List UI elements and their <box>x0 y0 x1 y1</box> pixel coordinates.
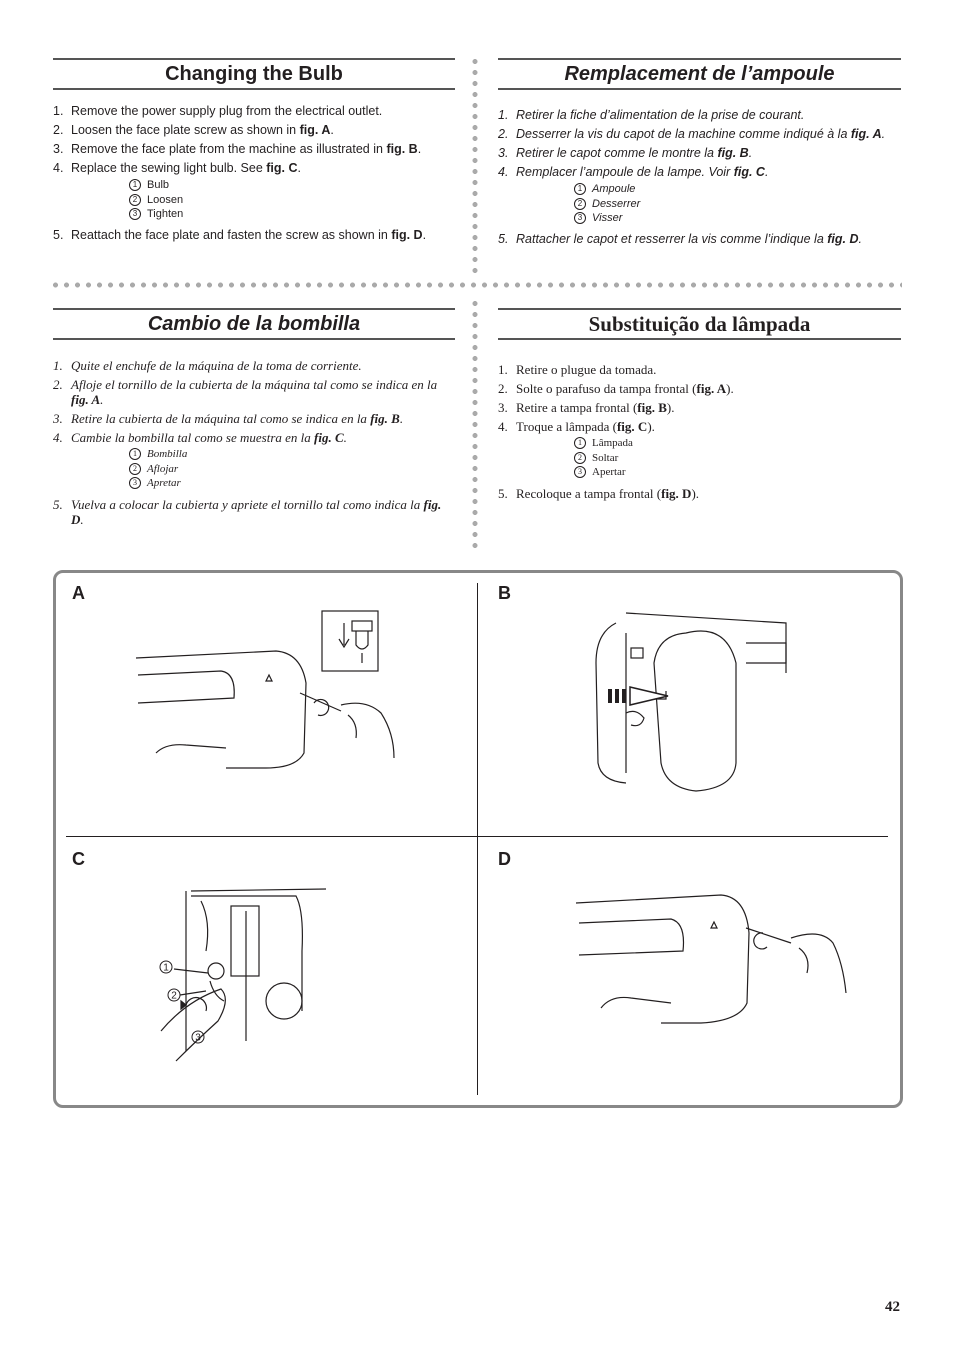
step-item <box>498 232 901 247</box>
step-text: Rattacher le capot et resserrer la vis comme l’indique la <box>516 231 828 246</box>
figure-d-illustration <box>571 873 871 1053</box>
step-number: 3. <box>53 142 64 156</box>
legend-item <box>574 197 901 212</box>
legend-item <box>129 178 455 193</box>
legend-text: Aflojar <box>147 462 179 475</box>
step-tail: ). <box>647 419 655 434</box>
circled-number: 1 <box>129 448 141 460</box>
step-number: 2. <box>498 127 509 141</box>
step-tail: . <box>343 430 347 445</box>
step-tail: . <box>330 123 334 137</box>
step-number: 4. <box>53 430 63 445</box>
fig-reference: fig. B <box>386 142 418 156</box>
step-item <box>53 377 455 407</box>
legend-text: Bulb <box>147 179 170 191</box>
step-item <box>498 127 901 142</box>
steps-list <box>53 104 455 243</box>
step-number: 3. <box>498 400 508 415</box>
step-item <box>53 497 455 527</box>
fig-reference: fig. D <box>391 227 423 242</box>
figure-c-callout-1: 1 <box>163 962 169 974</box>
step-item <box>53 358 455 373</box>
legend-text: Tighten <box>147 208 184 220</box>
step-tail: . <box>748 146 753 160</box>
circled-number: 1 <box>129 179 141 191</box>
step-text: Vuelva a colocar la cubierta y apriete el tornillo tal como indica la <box>71 496 424 512</box>
figure-c-callout-3: 3 <box>195 1032 201 1044</box>
legend-item <box>574 182 901 197</box>
legend-text: Bombilla <box>147 448 188 460</box>
circled-number: 3 <box>129 208 141 220</box>
figure-c-callout-2: 2 <box>171 990 177 1002</box>
step-number: 2. <box>498 381 508 396</box>
section-title-bar <box>498 58 901 90</box>
section-title: Cambio de la bombilla <box>147 313 361 335</box>
step-tail: ). <box>691 485 700 501</box>
section-title: Remplacement de l’ampoule <box>564 63 835 85</box>
step-number: 2. <box>53 123 64 137</box>
legend-item <box>129 207 455 222</box>
circled-number: 3 <box>129 477 141 489</box>
legend-item <box>574 211 901 226</box>
figure-label-b: B <box>498 583 511 603</box>
step-text: Loosen the face plate screw as shown in <box>71 123 300 137</box>
figure-panel <box>53 570 903 1108</box>
step-text: Retire a tampa frontal ( <box>516 400 638 415</box>
circled-number: 3 <box>574 212 586 224</box>
step-item <box>498 419 901 480</box>
step-text: Retirer le capot comme le montre la <box>516 146 718 160</box>
section-title-bar <box>498 308 901 340</box>
figure-divider-vertical <box>477 583 478 1095</box>
step-tail: . <box>764 165 769 179</box>
step-item <box>498 400 901 415</box>
fig-reference: fig. A <box>850 127 882 141</box>
step-number: 2. <box>53 377 63 392</box>
step-text: Afloje el tornillo de la cubierta de la máquina tal como se indica en la <box>71 377 438 392</box>
legend-text: Desserrer <box>592 197 641 210</box>
step-text: Quite el enchufe de la máquina de la toma de corriente. <box>71 358 362 373</box>
step-item <box>498 108 901 123</box>
step-text: Remove the power supply plug from the electrical outlet. <box>71 104 383 118</box>
fig-reference: fig. A <box>71 392 101 407</box>
legend-item <box>129 476 455 491</box>
step-number: 4. <box>53 161 64 175</box>
legend-list <box>574 436 901 480</box>
fig-reference: fig. D <box>827 231 859 246</box>
circled-number: 2 <box>129 194 141 206</box>
section-portuguese <box>498 308 901 505</box>
fig-reference: fig. D <box>661 485 692 501</box>
step-item <box>498 146 901 161</box>
step-number: 5. <box>53 227 64 242</box>
step-tail: . <box>417 142 422 156</box>
figure-label-c: C <box>72 849 85 869</box>
circled-number: 2 <box>574 452 586 464</box>
legend-text: Soltar <box>592 451 619 464</box>
section-title-bar <box>53 58 455 90</box>
step-item <box>498 362 901 377</box>
horizontal-dotted-divider <box>50 282 902 288</box>
figure-label-a: A <box>72 583 85 603</box>
figure-b-illustration <box>586 603 846 803</box>
step-item <box>53 411 455 426</box>
fig-reference: fig. C <box>616 419 648 434</box>
figure-divider-horizontal <box>66 836 888 837</box>
step-text: Cambie la bombilla tal como se muestra en la <box>71 430 315 445</box>
fig-reference: fig. D <box>71 496 442 527</box>
circled-number: 1 <box>574 437 586 449</box>
legend-list <box>129 447 455 491</box>
legend-text: Ampoule <box>592 183 636 195</box>
step-tail: . <box>297 161 301 175</box>
step-text: Troque a lâmpada ( <box>516 419 617 434</box>
step-text: Remove the face plate from the machine as illustrated in <box>71 142 387 156</box>
circled-number: 2 <box>129 463 141 475</box>
step-text: Replace the sewing light bulb. See <box>71 161 267 175</box>
circled-number: 2 <box>574 198 586 210</box>
fig-reference: fig. C <box>733 165 765 179</box>
step-number: 3. <box>498 146 509 160</box>
step-number: 4. <box>498 165 509 179</box>
step-tail: . <box>80 511 84 527</box>
legend-item <box>574 465 901 480</box>
legend-item <box>129 462 455 477</box>
section-spanish <box>53 308 455 531</box>
step-item <box>53 228 455 243</box>
figure-a-illustration <box>126 603 426 783</box>
step-number: 4. <box>498 419 508 434</box>
legend-text: Apretar <box>147 477 181 489</box>
step-item <box>53 430 455 491</box>
legend-item <box>574 436 901 451</box>
step-tail: . <box>399 411 404 426</box>
step-tail: . <box>858 231 862 246</box>
fig-reference: fig. C <box>314 430 344 445</box>
step-item <box>498 486 901 501</box>
figure-label-d: D <box>498 849 511 869</box>
step-number: 5. <box>498 231 509 246</box>
vertical-dotted-divider-top <box>472 56 478 274</box>
page-number: 42 <box>885 1299 900 1315</box>
fig-reference: fig. B <box>637 400 667 415</box>
circled-number: 1 <box>574 183 586 195</box>
step-tail: . <box>881 127 886 141</box>
step-number: 1. <box>498 108 509 122</box>
step-item <box>53 142 455 157</box>
step-text: Retire la cubierta de la máquina tal como se indica en la <box>71 411 371 426</box>
circled-number: 3 <box>574 466 586 478</box>
steps-list <box>53 358 455 527</box>
step-item <box>53 161 455 222</box>
step-number: 1. <box>53 104 64 118</box>
step-text: Retirer la fiche d’alimentation de la prise de courant. <box>516 108 805 122</box>
step-number: 1. <box>53 358 63 373</box>
legend-text: Visser <box>592 212 623 224</box>
section-title: Substituição da lâmpada <box>588 312 811 336</box>
legend-list <box>574 182 901 226</box>
section-english <box>53 58 455 247</box>
fig-reference: fig. A <box>299 123 331 137</box>
step-number: 3. <box>53 411 63 426</box>
section-french <box>498 58 901 251</box>
step-text: Solte o parafuso da tampa frontal ( <box>516 381 697 396</box>
legend-item <box>129 447 455 462</box>
legend-item <box>574 451 901 466</box>
step-tail: ). <box>726 381 734 396</box>
step-number: 5. <box>53 496 63 512</box>
step-number: 1. <box>498 362 508 377</box>
step-tail: ). <box>666 400 675 415</box>
legend-text: Lâmpada <box>592 437 633 449</box>
step-text: Recoloque a tampa frontal ( <box>516 485 662 501</box>
step-tail: . <box>422 227 427 242</box>
step-text: Desserrer la vis du capot de la machine comme indiqué à la <box>516 127 851 141</box>
step-text: Retire o plugue da tomada. <box>516 362 657 377</box>
legend-text: Loosen <box>147 193 184 206</box>
section-title: Changing the Bulb <box>165 63 343 85</box>
figure-c-illustration <box>146 871 346 1071</box>
legend-list <box>129 178 455 222</box>
step-item <box>53 104 455 119</box>
vertical-dotted-divider-bottom <box>472 298 478 550</box>
fig-reference: fig. B <box>370 411 400 426</box>
steps-list <box>498 362 901 501</box>
section-title-bar <box>53 308 455 340</box>
fig-reference: fig. C <box>266 161 298 175</box>
step-tail: . <box>100 392 104 407</box>
steps-list <box>498 108 901 247</box>
fig-reference: fig. B <box>717 146 749 160</box>
step-item <box>53 123 455 138</box>
legend-item <box>129 193 455 208</box>
legend-text: Apertar <box>592 466 626 478</box>
fig-reference: fig. A <box>696 381 727 396</box>
step-item <box>498 165 901 226</box>
step-text: Remplacer l’ampoule de la lampe. Voir <box>516 165 734 179</box>
step-text: Reattach the face plate and fasten the screw as shown in <box>71 227 392 242</box>
step-number: 5. <box>498 485 508 501</box>
step-item <box>498 381 901 396</box>
